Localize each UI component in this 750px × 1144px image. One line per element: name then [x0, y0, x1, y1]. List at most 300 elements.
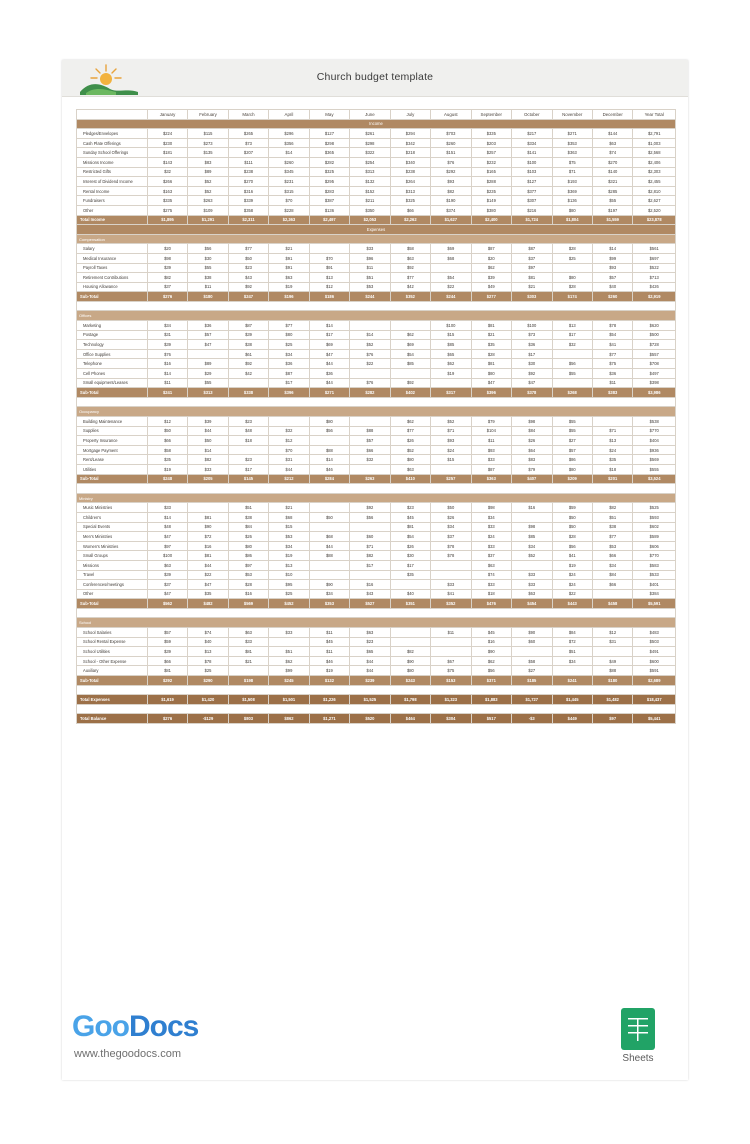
cell-value[interactable]: $52 — [431, 417, 471, 427]
cell-value[interactable]: $48 — [147, 522, 187, 532]
cell-value[interactable]: $483 — [633, 628, 676, 638]
cell-value[interactable]: $42 — [390, 282, 430, 292]
cell-value[interactable]: $87 — [471, 244, 511, 254]
cell-value[interactable]: $482 — [188, 599, 228, 609]
cell-value[interactable]: $1,420 — [188, 695, 228, 705]
cell-value[interactable]: $353 — [552, 138, 592, 148]
cell-value[interactable]: $620 — [633, 321, 676, 331]
cell-value[interactable]: $16 — [512, 503, 552, 513]
cell-value[interactable]: $378 — [512, 388, 552, 398]
cell-value[interactable]: $153 — [431, 676, 471, 686]
cell-value[interactable]: $216 — [512, 205, 552, 215]
cell-value[interactable]: $11 — [147, 378, 187, 388]
cell-value[interactable]: $569 — [633, 455, 676, 465]
cell-value[interactable]: $36 — [269, 359, 309, 369]
cell-value[interactable]: $81 — [471, 359, 511, 369]
cell-value[interactable]: $728 — [633, 340, 676, 350]
cell-value[interactable]: $52 — [390, 445, 430, 455]
cell-value[interactable]: $45 — [309, 637, 349, 647]
cell-value[interactable]: $63 — [390, 253, 430, 263]
cell-value[interactable]: $1,482 — [592, 695, 632, 705]
cell-value[interactable]: $12 — [309, 282, 349, 292]
cell-value[interactable]: $491 — [633, 647, 676, 657]
cell-value[interactable]: $555 — [633, 464, 676, 474]
cell-value[interactable]: $80 — [552, 464, 592, 474]
cell-value[interactable]: $12 — [147, 417, 187, 427]
cell-value[interactable]: $14 — [309, 321, 349, 331]
cell-value[interactable]: $145 — [228, 474, 268, 484]
cell-value[interactable]: $47 — [147, 532, 187, 542]
cell-value[interactable]: $77 — [390, 426, 430, 436]
cell-value[interactable]: $284 — [309, 474, 349, 484]
cell-value[interactable]: $18 — [228, 436, 268, 446]
cell-value[interactable]: $34 — [471, 512, 511, 522]
cell-value[interactable]: $14 — [350, 330, 390, 340]
cell-value[interactable]: $5,441 — [633, 714, 676, 724]
cell-value[interactable]: $33 — [228, 637, 268, 647]
cell-value[interactable]: $342 — [390, 138, 430, 148]
cell-value[interactable]: $283 — [309, 186, 349, 196]
cell-value[interactable]: $33 — [147, 503, 187, 513]
cell-value[interactable]: $708 — [633, 359, 676, 369]
cell-value[interactable]: $211 — [350, 196, 390, 206]
cell-value[interactable]: $136 — [552, 196, 592, 206]
cell-value[interactable]: $334 — [512, 138, 552, 148]
cell-value[interactable]: $65 — [431, 349, 471, 359]
cell-value[interactable]: $13 — [592, 436, 632, 446]
cell-value[interactable]: $88 — [592, 666, 632, 676]
cell-value[interactable]: $149 — [471, 196, 511, 206]
cell-value[interactable]: $35 — [471, 340, 511, 350]
cell-value[interactable]: $458 — [592, 599, 632, 609]
cell-value[interactable]: $59 — [147, 637, 187, 647]
cell-value[interactable]: $61 — [228, 349, 268, 359]
cell-value[interactable]: $23 — [390, 503, 430, 513]
cell-value[interactable]: $132 — [309, 676, 349, 686]
cell-value[interactable]: $47 — [471, 378, 511, 388]
cell-value[interactable]: $51 — [228, 503, 268, 513]
cell-value[interactable]: $32 — [552, 340, 592, 350]
cell-value[interactable]: $92 — [512, 369, 552, 379]
cell-value[interactable]: $17 — [390, 560, 430, 570]
cell-value[interactable]: $520 — [350, 714, 390, 724]
cell-value[interactable]: $14 — [147, 512, 187, 522]
cell-value[interactable]: $60 — [512, 637, 552, 647]
cell-value[interactable]: $38 — [188, 273, 228, 283]
cell-value[interactable]: $770 — [633, 551, 676, 561]
cell-value[interactable]: $66 — [390, 205, 430, 215]
cell-value[interactable] — [228, 445, 268, 455]
cell-value[interactable]: $78 — [431, 541, 471, 551]
cell-value[interactable]: $697 — [633, 253, 676, 263]
cell-value[interactable]: $384 — [633, 589, 676, 599]
cell-value[interactable]: $50 — [309, 512, 349, 522]
cell-value[interactable]: $52 — [350, 340, 390, 350]
cell-value[interactable]: $48 — [228, 426, 268, 436]
cell-value[interactable]: $71 — [592, 426, 632, 436]
cell-value[interactable]: $11 — [309, 628, 349, 638]
cell-value[interactable]: $21 — [269, 244, 309, 254]
cell-value[interactable]: $80 — [269, 330, 309, 340]
cell-value[interactable]: $23,878 — [633, 215, 676, 225]
cell-value[interactable]: $92 — [228, 359, 268, 369]
cell-value[interactable]: $70 — [269, 196, 309, 206]
cell-value[interactable]: $77 — [592, 532, 632, 542]
cell-value[interactable]: $103 — [512, 167, 552, 177]
cell-value[interactable]: $244 — [431, 292, 471, 302]
cell-value[interactable]: $87 — [471, 464, 511, 474]
cell-value[interactable]: $298 — [350, 138, 390, 148]
cell-value[interactable]: $144 — [592, 129, 632, 139]
cell-value[interactable]: $476 — [471, 599, 511, 609]
cell-value[interactable]: $93 — [592, 263, 632, 273]
cell-value[interactable]: $62 — [269, 656, 309, 666]
cell-value[interactable]: $54 — [592, 330, 632, 340]
cell-value[interactable]: $17 — [269, 378, 309, 388]
cell-value[interactable]: $66 — [592, 580, 632, 590]
cell-value[interactable]: $703 — [431, 129, 471, 139]
cell-value[interactable]: $85 — [431, 340, 471, 350]
cell-value[interactable]: $50 — [147, 426, 187, 436]
cell-value[interactable]: $270 — [592, 157, 632, 167]
cell-value[interactable]: $181 — [147, 148, 187, 158]
cell-value[interactable]: $241 — [147, 388, 187, 398]
cell-value[interactable]: $276 — [147, 714, 187, 724]
cell-value[interactable]: $70 — [269, 445, 309, 455]
cell-value[interactable]: $84 — [552, 628, 592, 638]
cell-value[interactable]: $2,406 — [633, 157, 676, 167]
cell-value[interactable]: $38 — [228, 340, 268, 350]
cell-value[interactable]: $36 — [512, 340, 552, 350]
cell-value[interactable]: $33 — [188, 464, 228, 474]
cell-value[interactable]: $100 — [512, 321, 552, 331]
cell-value[interactable]: $36 — [592, 369, 632, 379]
cell-value[interactable]: $292 — [431, 167, 471, 177]
cell-value[interactable]: $862 — [269, 714, 309, 724]
cell-value[interactable]: $39 — [147, 647, 187, 657]
cell-value[interactable] — [390, 628, 430, 638]
cell-value[interactable]: $533 — [633, 570, 676, 580]
cell-value[interactable]: $90 — [188, 522, 228, 532]
cell-value[interactable]: $47 — [147, 589, 187, 599]
cell-value[interactable]: $38 — [592, 522, 632, 532]
cell-value[interactable]: $75 — [552, 157, 592, 167]
cell-value[interactable] — [512, 647, 552, 657]
cell-value[interactable]: $45 — [471, 628, 511, 638]
cell-value[interactable]: $80 — [228, 541, 268, 551]
cell-value[interactable]: $19 — [552, 560, 592, 570]
cell-value[interactable]: $80 — [552, 273, 592, 283]
cell-value[interactable]: $350 — [350, 205, 390, 215]
cell-value[interactable]: $91 — [269, 253, 309, 263]
cell-value[interactable]: $97 — [512, 263, 552, 273]
cell-value[interactable] — [431, 263, 471, 273]
cell-value[interactable]: $40 — [188, 637, 228, 647]
cell-value[interactable]: $39 — [188, 417, 228, 427]
cell-value[interactable]: $401 — [633, 580, 676, 590]
cell-value[interactable]: $100 — [147, 551, 187, 561]
cell-value[interactable]: $12 — [592, 628, 632, 638]
cell-value[interactable] — [269, 417, 309, 427]
cell-value[interactable]: $247 — [228, 292, 268, 302]
cell-value[interactable]: $449 — [552, 714, 592, 724]
cell-value[interactable] — [188, 349, 228, 359]
cell-value[interactable]: $1,323 — [431, 695, 471, 705]
cell-value[interactable]: $31 — [592, 637, 632, 647]
cell-value[interactable]: $190 — [431, 196, 471, 206]
cell-value[interactable]: $63 — [390, 464, 430, 474]
cell-value[interactable]: $74 — [471, 570, 511, 580]
cell-value[interactable]: $1,619 — [147, 695, 187, 705]
cell-value[interactable]: $74 — [188, 628, 228, 638]
cell-value[interactable]: $17 — [228, 464, 268, 474]
cell-value[interactable]: $16 — [147, 359, 187, 369]
cell-value[interactable]: $265 — [228, 129, 268, 139]
cell-value[interactable]: $87 — [512, 244, 552, 254]
cell-value[interactable]: $16 — [350, 580, 390, 590]
cell-value[interactable]: $33 — [269, 628, 309, 638]
cell-value[interactable] — [350, 321, 390, 331]
cell-value[interactable]: $1,508 — [228, 695, 268, 705]
cell-value[interactable]: $25 — [188, 666, 228, 676]
cell-value[interactable]: $339 — [228, 196, 268, 206]
cell-value[interactable]: $25 — [269, 340, 309, 350]
cell-value[interactable]: $16 — [188, 541, 228, 551]
cell-value[interactable]: $55 — [592, 196, 632, 206]
cell-value[interactable]: $34 — [512, 541, 552, 551]
cell-value[interactable]: $325 — [390, 196, 430, 206]
cell-value[interactable]: $19 — [269, 551, 309, 561]
cell-value[interactable]: $363 — [471, 474, 511, 484]
cell-value[interactable]: $34 — [552, 656, 592, 666]
cell-value[interactable]: $97 — [147, 541, 187, 551]
cell-value[interactable]: $277 — [471, 292, 511, 302]
cell-value[interactable]: $56 — [552, 541, 592, 551]
cell-value[interactable]: $27 — [552, 436, 592, 446]
cell-value[interactable]: $127 — [309, 129, 349, 139]
cell-value[interactable]: $591 — [633, 666, 676, 676]
cell-value[interactable]: $31 — [147, 330, 187, 340]
cell-value[interactable]: $54 — [390, 349, 430, 359]
cell-value[interactable]: $50 — [552, 522, 592, 532]
cell-value[interactable]: $325 — [309, 167, 349, 177]
cell-value[interactable]: $23 — [228, 455, 268, 465]
cell-value[interactable]: $276 — [147, 292, 187, 302]
cell-value[interactable]: $47 — [309, 349, 349, 359]
cell-value[interactable] — [431, 647, 471, 657]
cell-value[interactable]: $55 — [552, 426, 592, 436]
cell-value[interactable] — [431, 464, 471, 474]
cell-value[interactable]: $358 — [228, 205, 268, 215]
cell-value[interactable]: $115 — [188, 129, 228, 139]
cell-value[interactable]: $77 — [228, 244, 268, 254]
cell-value[interactable]: $104 — [471, 426, 511, 436]
cell-value[interactable]: $335 — [147, 196, 187, 206]
cell-value[interactable]: $2,919 — [633, 292, 676, 302]
cell-value[interactable]: $82 — [592, 503, 632, 513]
cell-value[interactable]: $78 — [592, 321, 632, 331]
cell-value[interactable]: $46 — [309, 464, 349, 474]
cell-value[interactable]: $83 — [512, 455, 552, 465]
cell-value[interactable]: $26 — [512, 436, 552, 446]
cell-value[interactable]: $53 — [592, 541, 632, 551]
cell-value[interactable]: $38 — [228, 512, 268, 522]
cell-value[interactable]: $53 — [228, 570, 268, 580]
cell-value[interactable]: $15 — [431, 455, 471, 465]
cell-value[interactable]: $39 — [228, 330, 268, 340]
cell-value[interactable]: $307 — [512, 196, 552, 206]
cell-value[interactable]: $20 — [147, 244, 187, 254]
cell-value[interactable]: $132 — [350, 177, 390, 187]
cell-value[interactable]: $71 — [431, 426, 471, 436]
cell-value[interactable]: $71 — [552, 167, 592, 177]
cell-value[interactable]: $313 — [188, 388, 228, 398]
cell-value[interactable]: $11 — [188, 282, 228, 292]
cell-value[interactable]: $803 — [228, 714, 268, 724]
cell-value[interactable]: $557 — [633, 349, 676, 359]
cell-value[interactable]: $76 — [147, 349, 187, 359]
cell-value[interactable]: $33 — [471, 580, 511, 590]
cell-value[interactable]: $82 — [188, 455, 228, 465]
cell-value[interactable]: $44 — [188, 560, 228, 570]
cell-value[interactable]: $11 — [592, 378, 632, 388]
cell-value[interactable]: $936 — [633, 445, 676, 455]
cell-value[interactable]: $398 — [633, 378, 676, 388]
cell-value[interactable]: $95 — [269, 580, 309, 590]
cell-value[interactable]: $79 — [512, 464, 552, 474]
cell-value[interactable] — [309, 522, 349, 532]
cell-value[interactable] — [269, 637, 309, 647]
cell-value[interactable]: $402 — [390, 388, 430, 398]
cell-value[interactable]: $33 — [512, 570, 552, 580]
cell-value[interactable]: $73 — [228, 138, 268, 148]
cell-value[interactable]: $34 — [431, 522, 471, 532]
cell-value[interactable]: $89 — [188, 167, 228, 177]
cell-value[interactable] — [350, 570, 390, 580]
cell-value[interactable]: $713 — [633, 273, 676, 283]
cell-value[interactable]: $263 — [188, 196, 228, 206]
cell-value[interactable]: $33 — [471, 541, 511, 551]
cell-value[interactable]: $90 — [309, 580, 349, 590]
cell-value[interactable]: $18,437 — [633, 695, 676, 705]
cell-value[interactable]: $98 — [512, 522, 552, 532]
cell-value[interactable]: $2,627 — [633, 196, 676, 206]
cell-value[interactable]: $261 — [350, 129, 390, 139]
cell-value[interactable]: $3,986 — [633, 388, 676, 398]
cell-value[interactable]: $404 — [633, 436, 676, 446]
cell-value[interactable] — [309, 244, 349, 254]
cell-value[interactable]: $257 — [431, 474, 471, 484]
cell-value[interactable]: $58 — [147, 445, 187, 455]
cell-value[interactable]: $59 — [552, 503, 592, 513]
cell-value[interactable]: $82 — [147, 273, 187, 283]
cell-value[interactable]: $2,311 — [228, 215, 268, 225]
cell-value[interactable]: $87 — [228, 321, 268, 331]
cell-value[interactable]: $80 — [390, 455, 430, 465]
cell-value[interactable]: $80 — [390, 666, 430, 676]
cell-value[interactable]: $33 — [471, 455, 511, 465]
cell-value[interactable]: $593 — [633, 512, 676, 522]
cell-value[interactable]: $28 — [471, 349, 511, 359]
cell-value[interactable]: $218 — [390, 148, 430, 158]
cell-value[interactable]: $34 — [147, 321, 187, 331]
cell-value[interactable]: $380 — [471, 205, 511, 215]
cell-value[interactable]: $65 — [350, 647, 390, 657]
cell-value[interactable]: $263 — [350, 474, 390, 484]
cell-value[interactable]: $81 — [471, 321, 511, 331]
cell-value[interactable]: $62 — [390, 330, 430, 340]
cell-value[interactable]: $21 — [471, 330, 511, 340]
cell-value[interactable]: $321 — [592, 177, 632, 187]
cell-value[interactable]: $57 — [147, 628, 187, 638]
cell-value[interactable]: $23 — [350, 637, 390, 647]
cell-value[interactable]: $56 — [188, 244, 228, 254]
cell-value[interactable]: $244 — [350, 292, 390, 302]
cell-value[interactable]: $66 — [147, 436, 187, 446]
cell-value[interactable]: $600 — [633, 656, 676, 666]
cell-value[interactable]: $80 — [309, 417, 349, 427]
cell-value[interactable]: $77 — [390, 273, 430, 283]
cell-value[interactable] — [390, 369, 430, 379]
cell-value[interactable]: $81 — [188, 551, 228, 561]
cell-value[interactable]: $527 — [350, 599, 390, 609]
cell-value[interactable] — [512, 512, 552, 522]
cell-value[interactable]: $1,291 — [188, 215, 228, 225]
cell-value[interactable]: $90 — [390, 656, 430, 666]
cell-value[interactable]: $1,724 — [512, 215, 552, 225]
cell-value[interactable]: $238 — [228, 167, 268, 177]
cell-value[interactable]: $75 — [592, 359, 632, 369]
cell-value[interactable]: $45 — [390, 512, 430, 522]
cell-value[interactable]: $77 — [269, 321, 309, 331]
cell-value[interactable]: $68 — [309, 532, 349, 542]
cell-value[interactable]: $34 — [592, 560, 632, 570]
cell-value[interactable]: $207 — [228, 148, 268, 158]
cell-value[interactable]: $39 — [147, 570, 187, 580]
cell-value[interactable]: $282 — [350, 388, 390, 398]
cell-value[interactable]: $81 — [147, 666, 187, 676]
cell-value[interactable]: $33 — [431, 580, 471, 590]
cell-value[interactable]: $2,262 — [390, 215, 430, 225]
cell-value[interactable] — [228, 378, 268, 388]
cell-value[interactable]: $352 — [390, 292, 430, 302]
cell-value[interactable]: $212 — [269, 474, 309, 484]
cell-value[interactable]: $51 — [350, 273, 390, 283]
cell-value[interactable]: $271 — [552, 129, 592, 139]
cell-value[interactable]: $36 — [309, 369, 349, 379]
cell-value[interactable]: $19 — [269, 282, 309, 292]
cell-value[interactable]: $387 — [309, 196, 349, 206]
cell-value[interactable]: $68 — [269, 512, 309, 522]
cell-value[interactable]: $42 — [228, 369, 268, 379]
cell-value[interactable]: $31 — [269, 455, 309, 465]
cell-value[interactable] — [552, 349, 592, 359]
cell-value[interactable]: $186 — [309, 292, 349, 302]
cell-value[interactable]: $55 — [188, 263, 228, 273]
cell-value[interactable]: $56 — [350, 512, 390, 522]
cell-value[interactable]: $15 — [431, 330, 471, 340]
cell-value[interactable]: $426 — [633, 282, 676, 292]
cell-value[interactable]: $44 — [269, 464, 309, 474]
cell-value[interactable]: $197 — [592, 205, 632, 215]
cell-value[interactable]: $28 — [552, 282, 592, 292]
cell-value[interactable]: $2,455 — [633, 177, 676, 187]
cell-value[interactable] — [431, 637, 471, 647]
cell-value[interactable]: $26 — [390, 541, 430, 551]
cell-value[interactable]: $78 — [431, 551, 471, 561]
cell-value[interactable]: $44 — [350, 666, 390, 676]
cell-value[interactable]: $1,003 — [633, 138, 676, 148]
